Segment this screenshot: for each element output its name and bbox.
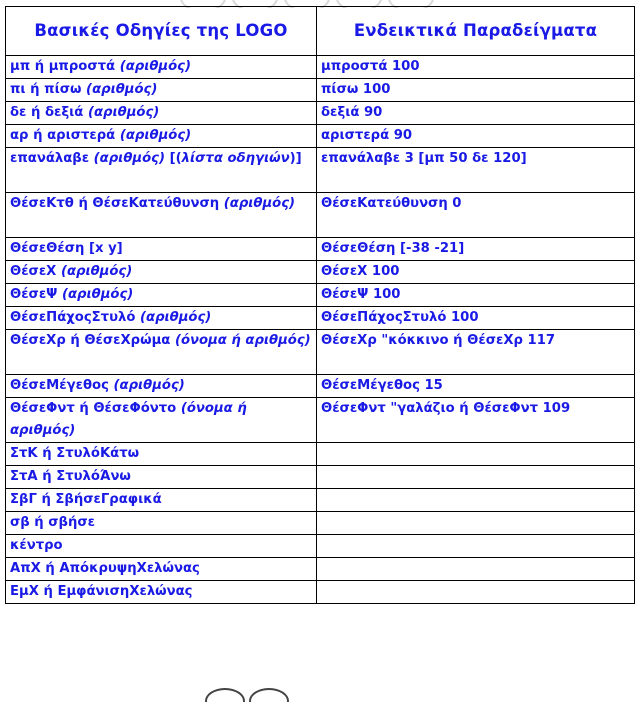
example-cell: ΘέσεΧ 100 (317, 261, 635, 284)
table-header-row (6, 7, 635, 56)
example-cell: ΘέσεΜέγεθος 15 (317, 375, 635, 398)
table-row (6, 56, 635, 79)
command-name: ΘέσεΠάχοςΣτυλό (10, 310, 136, 325)
command-cell (6, 581, 317, 604)
example-cell (317, 581, 635, 604)
command-cell (6, 193, 317, 238)
command-name: κέντρο (10, 538, 63, 553)
command-cell (6, 489, 317, 512)
example-cell: ΘέσεΨ 100 (317, 284, 635, 307)
example-cell: μπροστά 100 (317, 56, 635, 79)
command-cell (6, 512, 317, 535)
example-cell (317, 558, 635, 581)
table-row (6, 261, 635, 284)
table-row (6, 512, 635, 535)
command-name: ΘέσεΚτθ ή ΘέσεΚατεύθυνση (10, 196, 220, 211)
example-cell: επανάλαβε 3 [μπ 50 δε 120] (317, 148, 635, 193)
example-cell (317, 466, 635, 489)
command-name: αρ ή αριστερά (10, 128, 116, 143)
table-row (6, 558, 635, 581)
command-argument: (αριθμός) (139, 310, 212, 325)
command-argument: (αριθμός) (60, 264, 133, 279)
table-row (6, 307, 635, 330)
command-name: ΘέσεΧρ ή ΘέσεΧρώμα (10, 333, 171, 348)
table-row (6, 79, 635, 102)
example-cell (317, 535, 635, 558)
command-name: ΣτΑ ή ΣτυλόΆνω (10, 469, 131, 484)
logo-commands-table (5, 6, 635, 604)
command-name: ΘέσεΧ (10, 264, 57, 279)
command-argument: (αριθμός) (61, 287, 134, 302)
command-name: πι ή πίσω (10, 82, 82, 97)
command-name: ΘέσεΨ (10, 287, 58, 302)
table-row (6, 148, 635, 193)
example-cell (317, 443, 635, 466)
command-name: ΣβΓ ή ΣβήσεΓραφικά (10, 492, 162, 507)
command-cell (6, 238, 317, 261)
table-row (6, 398, 635, 443)
command-cell (6, 307, 317, 330)
example-cell (317, 512, 635, 535)
command-name: σβ ή σβήσε (10, 515, 95, 530)
command-argument: (αριθμός) (86, 82, 158, 97)
header-commands: Βασικές Οδηγίες της LOGO (6, 7, 317, 56)
command-cell (6, 125, 317, 148)
example-cell: δεξιά 90 (317, 102, 635, 125)
command-name: ΘέσεΦντ ή ΘέσεΦόντο (10, 401, 177, 416)
command-cell (6, 330, 317, 375)
command-cell (6, 398, 317, 443)
command-tail: [(λίστα οδηγιών)] (165, 151, 302, 166)
example-cell: ΘέσεΦντ "γαλάζιο ή ΘέσεΦντ 109 (317, 398, 635, 443)
command-argument: (αριθμός) (223, 196, 296, 211)
table-row (6, 466, 635, 489)
command-name: ΑπΧ ή ΑπόκρυψηΧελώνας (10, 561, 200, 576)
command-cell (6, 79, 317, 102)
table-row (6, 193, 635, 238)
command-name: ΕμΧ ή ΕμφάνισηΧελώνας (10, 584, 193, 599)
command-name: δε ή δεξιά (10, 105, 84, 120)
example-cell: πίσω 100 (317, 79, 635, 102)
command-cell (6, 375, 317, 398)
command-argument: (όνομα ή αριθμός) (174, 333, 311, 348)
table-row (6, 125, 635, 148)
table-row (6, 581, 635, 604)
decorative-ovals-bottom (205, 688, 325, 702)
command-cell (6, 261, 317, 284)
command-cell (6, 558, 317, 581)
table-row (6, 535, 635, 558)
table-row (6, 238, 635, 261)
command-argument: (αριθμός) (119, 59, 192, 74)
command-argument: (αριθμός) (119, 128, 192, 143)
table-row (6, 375, 635, 398)
command-name: ΣτΚ ή ΣτυλόΚάτω (10, 446, 140, 461)
command-cell (6, 466, 317, 489)
command-cell (6, 102, 317, 125)
command-cell (6, 443, 317, 466)
command-cell (6, 535, 317, 558)
example-cell: ΘέσεΧρ "κόκκινο ή ΘέσεΧρ 117 (317, 330, 635, 375)
command-cell (6, 148, 317, 193)
command-name: μπ ή μπροστά (10, 59, 116, 74)
command-argument: (αριθμός) (87, 105, 160, 120)
table-row (6, 489, 635, 512)
command-argument: (όνομα ή αριθμός) (10, 401, 247, 438)
table-row (6, 330, 635, 375)
table-row (6, 102, 635, 125)
example-cell: αριστερά 90 (317, 125, 635, 148)
table-row (6, 443, 635, 466)
example-cell: ΘέσεΚατεύθυνση 0 (317, 193, 635, 238)
command-name: ΘέσεΜέγεθος (10, 378, 109, 393)
table-row (6, 284, 635, 307)
command-cell (6, 284, 317, 307)
command-argument: (αριθμός) (93, 151, 165, 166)
example-cell (317, 489, 635, 512)
command-argument: (αριθμός) (113, 378, 185, 393)
example-cell: ΘέσεΠάχοςΣτυλό 100 (317, 307, 635, 330)
command-name: επανάλαβε (10, 151, 90, 166)
header-examples: Ενδεικτικά Παραδείγματα (317, 7, 635, 56)
command-name: ΘέσεΘέση [x y] (10, 241, 123, 256)
example-cell: ΘέσεΘέση [-38 -21] (317, 238, 635, 261)
command-cell (6, 56, 317, 79)
